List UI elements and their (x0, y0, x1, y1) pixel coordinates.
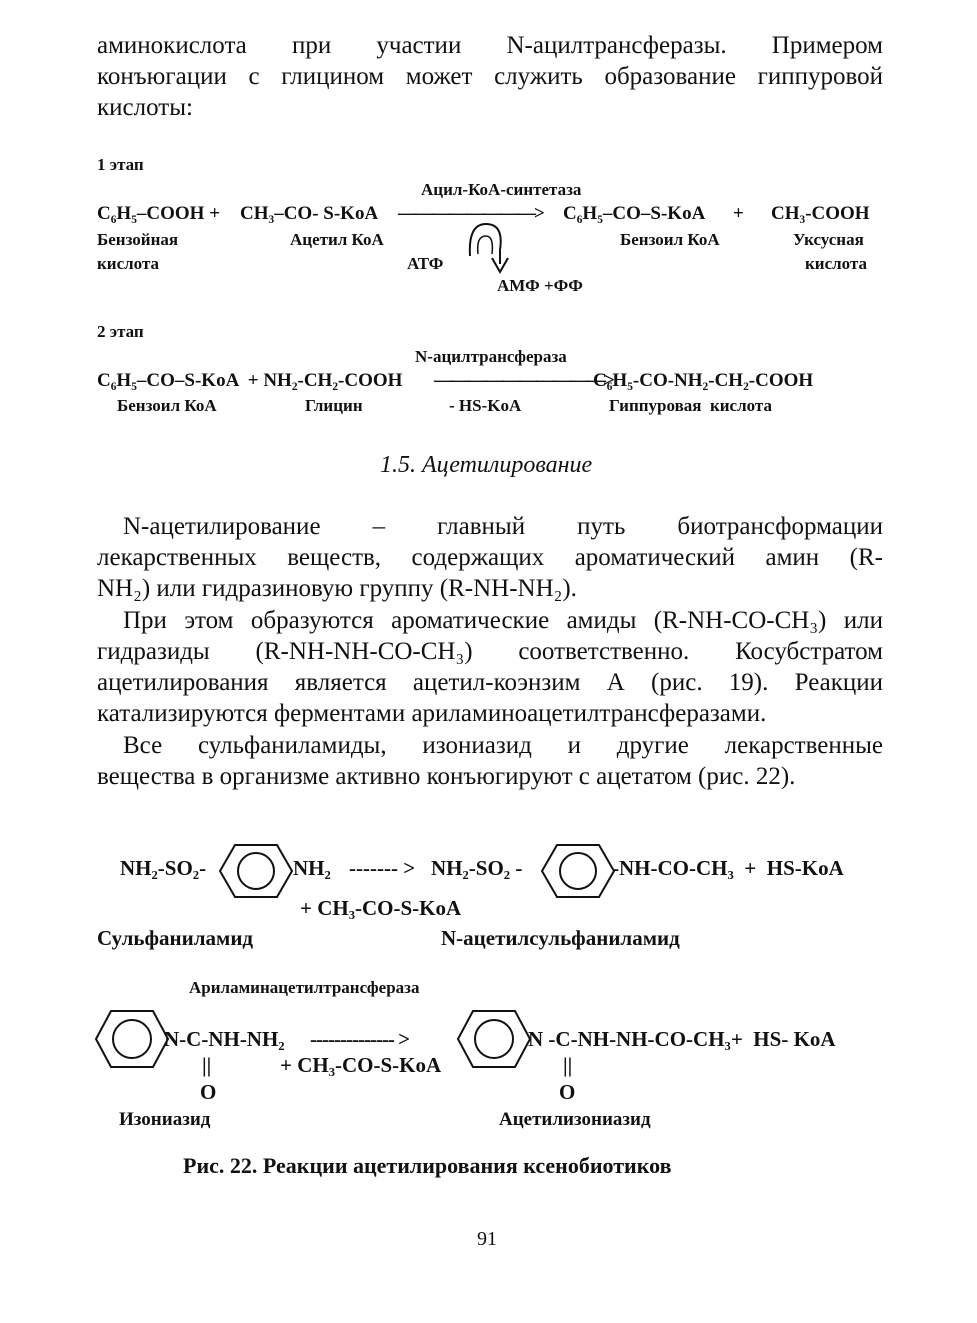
stage1-arrow: ————————> (398, 203, 543, 224)
reaction2-enzyme: Ариламинацетилтрансфераза (189, 978, 420, 997)
section-title: 1.5. Ацетилирование (380, 452, 593, 478)
acetylsulfanilamide-suffix: -NH-CO-CH₃ + HS-KoA (612, 856, 844, 880)
name-isoniazid: Изониазид (119, 1109, 211, 1130)
text-line: аминокислота при участии N-ацилтрансферазы. Примером (97, 32, 883, 59)
text-line: N-ацетилирование – главный путь биотрансформации (123, 513, 883, 540)
amp-label: АМФ +ФФ (497, 276, 583, 295)
body-paragraph-2 (97, 605, 883, 729)
text-line: вещества в организме активно конъюгируют с ацетатом (рис. 22). (97, 763, 796, 790)
text-line: гидразиды (R-NH-NH-CO-CH₃) соответственно. Косубстратом (97, 638, 883, 665)
intro-paragraph (97, 30, 883, 123)
text-line: лекарственных веществ, содержащих ароматический амин (R- (97, 544, 883, 571)
stage2-label: 2 этап (97, 322, 144, 341)
pyridine-ring-icon (94, 1009, 170, 1069)
body-paragraph-3 (97, 730, 883, 792)
reaction1-coreactant: + CH₃-CO-S-KoA (300, 896, 462, 920)
name-sulfanilamide: Сульфаниламид (97, 926, 254, 950)
stage1-label: 1 этап (97, 155, 144, 174)
text-line: катализируются ферментами ариламиноацетилтрансферазами. (97, 700, 767, 727)
reaction2-coreactant: + CH₃-CO-S-KoA (280, 1053, 442, 1077)
oxygen-right: O (559, 1080, 576, 1104)
stage1-reactant1: C₆H₅–COOH + (97, 203, 221, 224)
text-line: кислоты: (97, 94, 193, 121)
name-benzoyl-coa: Бензоил КоА (620, 230, 720, 249)
oxygen-left: O (200, 1080, 217, 1104)
acetylisoniazid-formula: N -C-NH-NH-CO-CH₃+ HS- KoA (528, 1027, 836, 1051)
stage2-equation-right: C₆H₅-CO-NH₂-CH₂-COOH (593, 370, 814, 391)
name-acetyl-coa: Ацетил КоА (290, 230, 384, 249)
benzene-ring-icon (218, 843, 294, 899)
stage1-plus: + (733, 203, 744, 224)
name-benzoic-acid-1: Бензойная (97, 230, 179, 249)
body-paragraph-1 (97, 511, 883, 604)
text-line: При этом образуются ароматические амиды (R-NH-CO-CH₃) или (123, 607, 883, 634)
stage1-reactant2: CH₃–CO- S-KoA (240, 203, 379, 224)
acetylsulfanilamide-prefix: NH₂-SO₂ - (431, 856, 523, 880)
reaction2-arrow: -------------- > (310, 1027, 410, 1051)
stage1-product2: CH₃-COOH (771, 203, 870, 224)
name-acetylsulfanilamide: N-ацетилсульфаниламид (441, 926, 680, 950)
curved-arrow-icon (460, 214, 520, 276)
stage1-product1: C₆H₅–CO–S-KoA (563, 203, 706, 224)
double-bond-left: || (202, 1053, 212, 1077)
stage2-equation-left: C₆H₅–CO–S-KoA + NH₂-CH₂-COOH (97, 370, 403, 391)
name-benzoyl-coa-2: Бензоил КоА (117, 396, 217, 415)
text-line: ацетилирования является ацетил-коэнзим А (рис. 19). Реакции (97, 669, 883, 696)
name-hippuric-acid: Гиппуровая кислота (609, 396, 772, 415)
atp-label: АТФ (407, 254, 444, 273)
name-acetylisoniazid: Ацетилизониазид (499, 1109, 651, 1130)
text-line: конъюгации с глицином может служить образование гиппуровой (97, 63, 883, 90)
figure-caption: Рис. 22. Реакции ацетилирования ксенобиотиков (183, 1153, 672, 1178)
name-acetic-acid-1: Уксусная (793, 230, 864, 249)
reaction1-arrow: ------- > (349, 856, 416, 880)
page-number: 91 (477, 1228, 497, 1250)
double-bond-right: || (563, 1053, 573, 1077)
sulfanilamide-prefix: NH₂-SO₂- (120, 856, 207, 880)
text-line: Все сульфаниламиды, изониазид и другие лекарственные (123, 732, 883, 759)
stage1-enzyme: Ацил-КоА-синтетаза (421, 180, 582, 199)
stage2-enzyme: N-ацилтрансфераза (415, 347, 567, 366)
name-benzoic-acid-2: кислота (97, 254, 160, 273)
benzene-ring-icon (540, 843, 616, 899)
sulfanilamide-suffix: NH₂ (293, 856, 331, 880)
stage2-arrow: ——————————> (434, 370, 613, 391)
pyridine-ring-icon (456, 1009, 532, 1069)
isoniazid-formula: N-C-NH-NH₂ (164, 1027, 285, 1051)
name-hs-coa: - HS-KoA (449, 396, 522, 415)
name-acetic-acid-2: кислота (805, 254, 868, 273)
name-glycine: Глицин (305, 396, 363, 415)
text-line: NH₂) или гидразиновую группу (R-NH-NH₂). (97, 575, 577, 602)
